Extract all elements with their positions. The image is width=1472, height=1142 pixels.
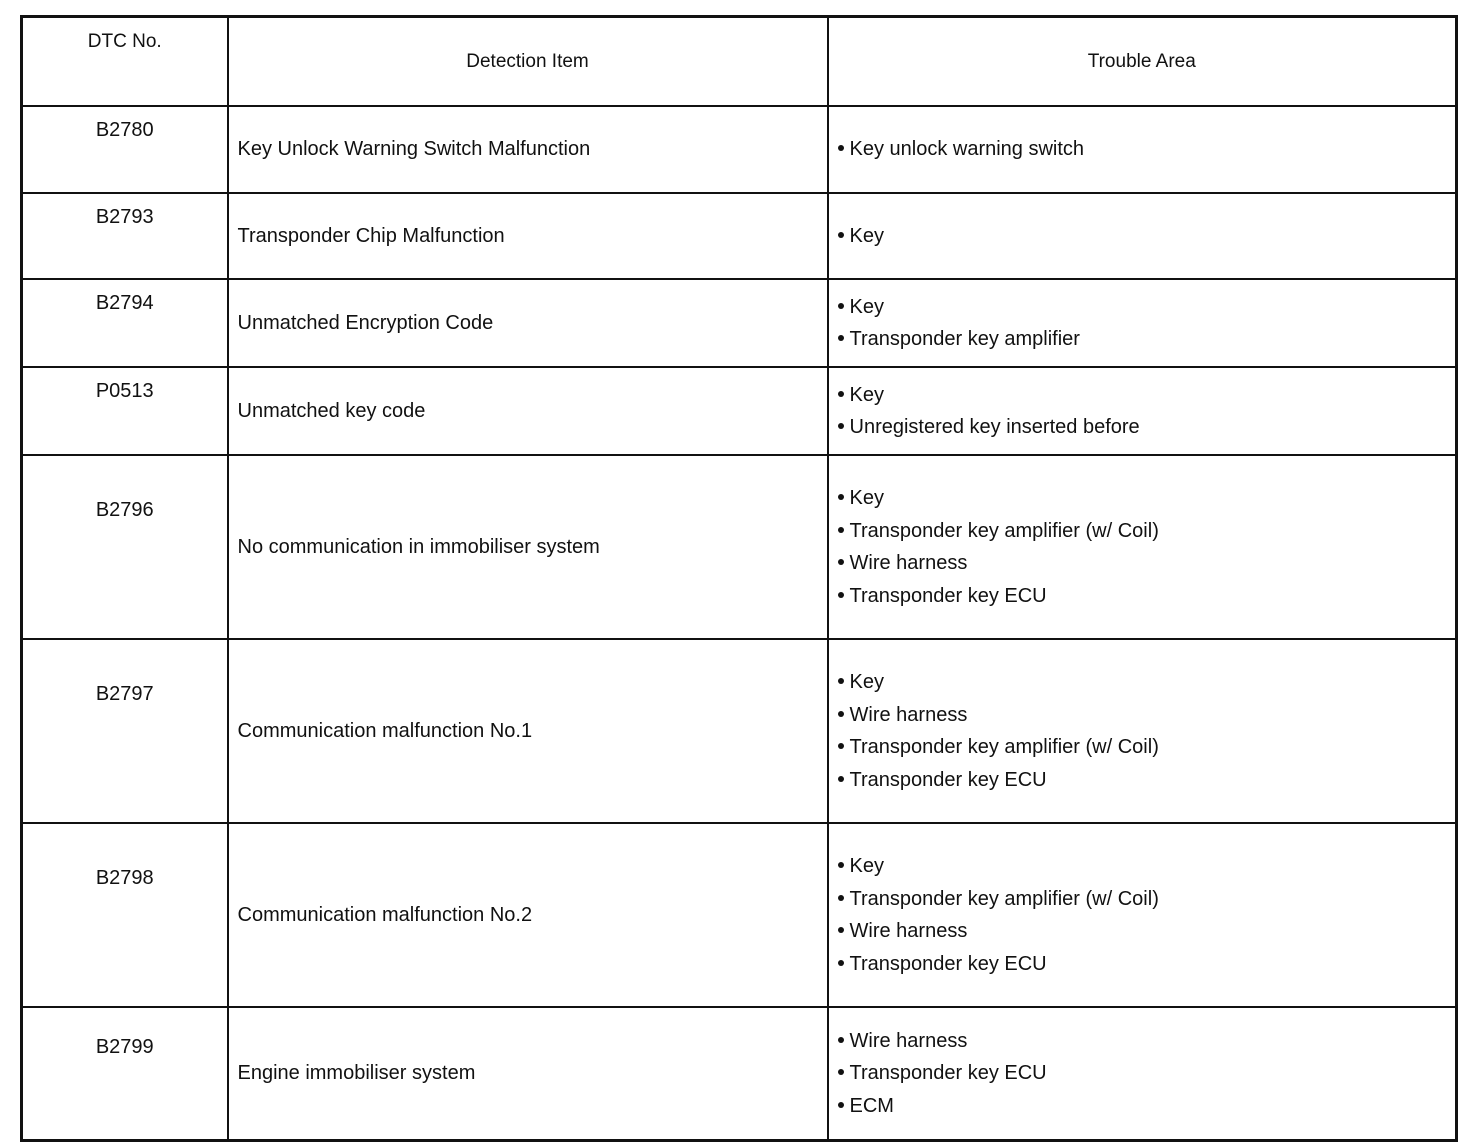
bullet-icon xyxy=(838,743,844,749)
header-row xyxy=(22,17,1457,107)
trouble-area xyxy=(828,367,1457,455)
bullet-icon xyxy=(838,776,844,782)
bullet-icon xyxy=(838,1069,844,1075)
detection-item: Engine immobiliser system xyxy=(228,1007,828,1141)
table-row xyxy=(22,455,1457,639)
header-dtc-no: DTC No. xyxy=(22,17,228,107)
trouble-area-item: Transponder key ECU xyxy=(838,1057,1456,1090)
dtc-code: P0513 xyxy=(22,367,228,455)
trouble-area-item: Key xyxy=(838,220,1456,253)
trouble-area-item: Transponder key amplifier (w/ Coil) xyxy=(838,731,1456,764)
dtc-code: B2798 xyxy=(22,823,228,1007)
detection-item: Unmatched key code xyxy=(228,367,828,455)
trouble-area-item: Wire harness xyxy=(838,699,1456,732)
dtc-code: B2797 xyxy=(22,639,228,823)
trouble-area xyxy=(828,823,1457,1007)
bullet-icon xyxy=(838,862,844,868)
trouble-area xyxy=(828,639,1457,823)
bullet-icon xyxy=(838,592,844,598)
trouble-area xyxy=(828,193,1457,279)
trouble-area-item: Unregistered key inserted before xyxy=(838,411,1456,444)
trouble-area-item: Wire harness xyxy=(838,1025,1456,1058)
header-detection-item: Detection Item xyxy=(228,17,828,107)
table-row xyxy=(22,367,1457,455)
dtc-table xyxy=(20,15,1458,1142)
bullet-icon xyxy=(838,559,844,565)
dtc-code: B2794 xyxy=(22,279,228,367)
trouble-area-item: Wire harness xyxy=(838,915,1456,948)
bullet-icon xyxy=(838,494,844,500)
bullet-icon xyxy=(838,423,844,429)
header-trouble-area: Trouble Area xyxy=(828,17,1457,107)
detection-item: No communication in immobiliser system xyxy=(228,455,828,639)
bullet-icon xyxy=(838,335,844,341)
table-row xyxy=(22,639,1457,823)
detection-item: Communication malfunction No.1 xyxy=(228,639,828,823)
trouble-area-item: Key unlock warning switch xyxy=(838,133,1456,166)
bullet-icon xyxy=(838,145,844,151)
trouble-area-item: Transponder key ECU xyxy=(838,764,1456,797)
bullet-icon xyxy=(838,391,844,397)
trouble-area-item: Key xyxy=(838,666,1456,699)
table-row xyxy=(22,823,1457,1007)
trouble-area-item: Transponder key ECU xyxy=(838,948,1456,981)
trouble-area-item: Transponder key amplifier (w/ Coil) xyxy=(838,883,1456,916)
trouble-area-item: Transponder key amplifier xyxy=(838,323,1456,356)
trouble-area-item: Key xyxy=(838,379,1456,412)
dtc-code: B2793 xyxy=(22,193,228,279)
dtc-code: B2799 xyxy=(22,1007,228,1141)
detection-item: Transponder Chip Malfunction xyxy=(228,193,828,279)
detection-item: Communication malfunction No.2 xyxy=(228,823,828,1007)
table-row xyxy=(22,1007,1457,1141)
bullet-icon xyxy=(838,678,844,684)
trouble-area-item: Transponder key amplifier (w/ Coil) xyxy=(838,515,1456,548)
trouble-area xyxy=(828,1007,1457,1141)
trouble-area-item: Key xyxy=(838,850,1456,883)
table-row xyxy=(22,193,1457,279)
bullet-icon xyxy=(838,927,844,933)
trouble-area-item: ECM xyxy=(838,1090,1456,1123)
trouble-area xyxy=(828,106,1457,193)
table-row xyxy=(22,106,1457,193)
trouble-area-item: Key xyxy=(838,482,1456,515)
detection-item: Key Unlock Warning Switch Malfunction xyxy=(228,106,828,193)
dtc-code: B2796 xyxy=(22,455,228,639)
bullet-icon xyxy=(838,232,844,238)
detection-item: Unmatched Encryption Code xyxy=(228,279,828,367)
trouble-area-item: Wire harness xyxy=(838,547,1456,580)
bullet-icon xyxy=(838,527,844,533)
trouble-area-item: Key xyxy=(838,291,1456,324)
bullet-icon xyxy=(838,895,844,901)
bullet-icon xyxy=(838,1102,844,1108)
bullet-icon xyxy=(838,303,844,309)
dtc-code: B2780 xyxy=(22,106,228,193)
bullet-icon xyxy=(838,711,844,717)
trouble-area-item: Transponder key ECU xyxy=(838,580,1456,613)
table-row xyxy=(22,279,1457,367)
trouble-area xyxy=(828,279,1457,367)
bullet-icon xyxy=(838,960,844,966)
trouble-area xyxy=(828,455,1457,639)
bullet-icon xyxy=(838,1037,844,1043)
